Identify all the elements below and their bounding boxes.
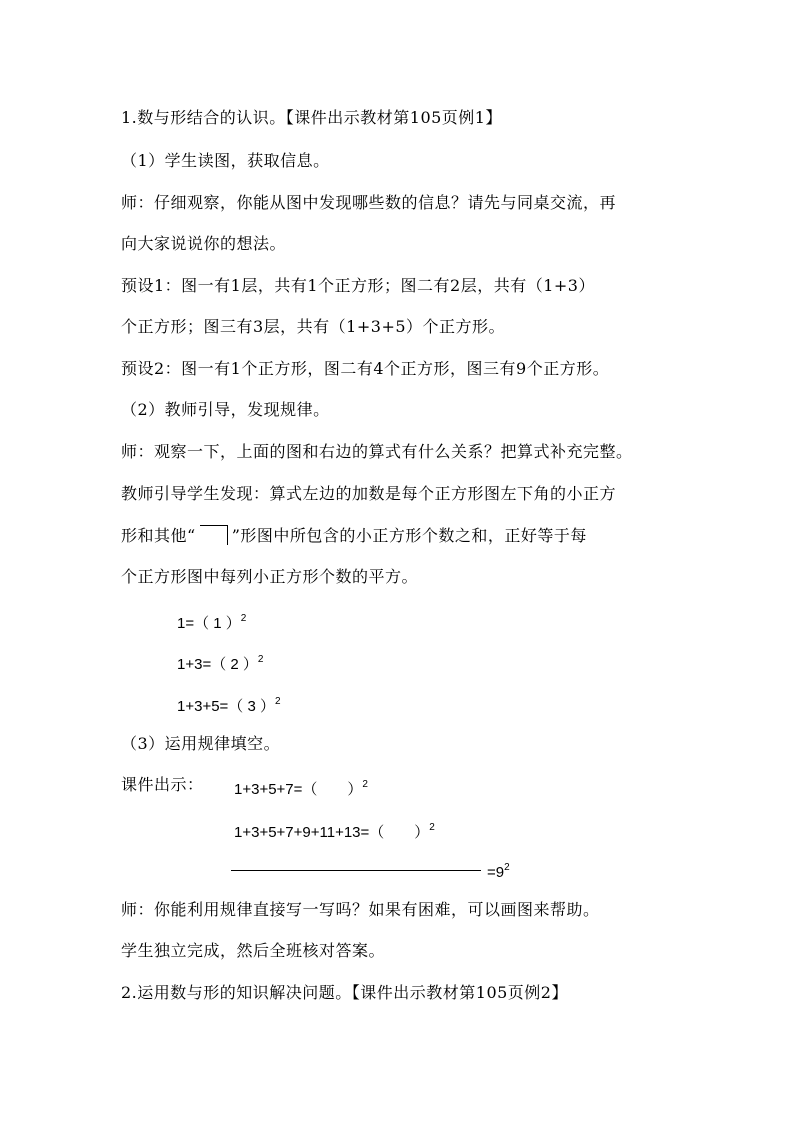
exercise-1 [234,775,368,800]
preset-1b: 个正方形；图三有3层，共有（1+3+5）个正方形。 [121,317,506,336]
formula-3-exponent: 2 [274,696,281,707]
guide-text-b-pre: 形和其他“ [121,526,196,545]
section1-heading: 1.数与形结合的认识。【课件出示教材第105页例1】 [121,108,502,127]
step3-label: （3）运用规律填空。 [121,734,281,753]
formula-3-text: 1+3+5=（ 3 ） [177,698,275,715]
courseware-label: 课件出示： [121,775,204,794]
step2-label: （2）教师引导，发现规律。 [121,400,330,419]
exercise-3 [487,858,510,883]
formula-2-exponent: 2 [257,654,264,665]
guide-text-b-post: ”形图中所包含的小正方形个数之和，正好等于每 [231,526,587,545]
formula-2-text: 1+3=（ 2 ） [177,656,258,673]
exercise-3-exponent: 2 [504,862,510,873]
exercise-3-text: =9 [487,864,505,881]
corner-shape-icon [200,525,228,545]
step1-label: （1）学生读图，获取信息。 [121,151,330,170]
preset-2: 预设2：图一有1个正方形，图二有4个正方形，图三有9个正方形。 [121,359,610,378]
answer-blank-line [231,870,481,871]
guide-text-b [121,525,587,546]
formula-3 [177,692,281,717]
exercise-1-exponent: 2 [362,779,368,790]
preset-1a: 预设1：图一有1层，共有1个正方形；图二有2层，共有（1+3） [121,276,595,295]
teacher-question-2: 师：观察一下，上面的图和右边的算式有什么关系？把算式补充完整。 [121,442,633,461]
formula-1 [177,609,246,634]
formula-1-text: 1=（ 1 ） [177,615,241,632]
teacher-question-1a: 师：仔细观察，你能从图中发现哪些数的信息？请先与同桌交流，再 [121,193,617,212]
guide-text-c: 个正方形图中每列小正方形个数的平方。 [121,567,419,586]
formula-2 [177,650,263,675]
exercise-2-text: 1+3+5+7+9+11+13=（ ） [234,824,430,841]
students-complete: 学生独立完成，然后全班核对答案。 [121,941,386,960]
exercise-2 [234,818,435,843]
teacher-question-3: 师：你能利用规律直接写一写吗？如果有困难，可以画图来帮助。 [121,900,600,919]
formula-1-exponent: 2 [240,613,247,624]
exercise-1-text: 1+3+5+7=（ ） [234,781,363,798]
teacher-question-1b: 向大家说说你的想法。 [121,234,287,253]
section2-heading: 2.运用数与形的知识解决问题。【课件出示教材第105页例2】 [121,983,568,1002]
exercise-2-exponent: 2 [429,822,435,833]
guide-text-a: 教师引导学生发现：算式左边的加数是每个正方形图左下角的小正方 [121,484,617,503]
